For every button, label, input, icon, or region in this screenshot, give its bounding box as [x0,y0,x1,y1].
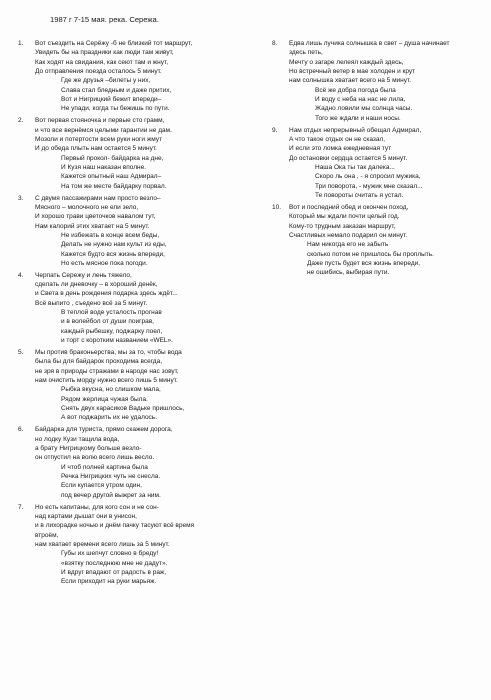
verse-line: Вот и последний обед и окончен поход, [289,203,409,211]
verse [18,425,246,500]
verse-line: В теплой воде усталость прогнав [61,309,162,317]
verse [18,348,246,423]
verse-number: 8. [272,40,278,47]
verse-line: Не упади, когда ты бежишь по пути. [61,105,170,113]
verse-number: 6. [18,426,24,434]
verse-line: и торт с коротким названием «WEL». [61,337,173,345]
verse-line: И чтоб полней картина была [61,463,148,471]
verse-line: И Кузя наш наказан вполне. [61,163,147,171]
verse [18,271,246,346]
verse-number: 9. [272,126,278,134]
verse-line: Как ходят на свидания, как сеют там и жнут, [35,58,169,66]
verse-line: Мечту о загаре лелеял каждый здесь, [289,58,404,66]
verse-line: Речка Нигрицких чуть не снесла. [61,472,161,480]
verse-line: сколько потом не пришлось бы проплыть. [307,250,434,258]
verse-line: И если это ломка ежедневная тут [289,145,392,153]
verse-line: Слава стал бледным и даже притих, [61,86,172,94]
verse-line: нам солнышка хватает всего на 5 минут. [289,77,412,85]
verse-number: 5. [18,349,24,356]
verse-number: 10. [272,203,282,211]
verse-line: нам хватает времени всего лишь за 5 минут. [35,540,170,548]
verse-line: Делать не нужно нам культ из еды, [61,241,167,249]
verse-line: Не избежать в конце всем беды, [61,231,160,239]
verse-line: Три поворота, - мужик мне сказал... [315,182,423,190]
verse-line: Того же ждали и наши носы. [315,114,401,122]
verse-line: Рядом жерлица чужая была. [61,395,148,403]
verse-line: и в волейбол от души поиграв, [61,318,154,326]
verse-line: втроём, [35,531,59,539]
verse-line: Байдарка для туриста, прямо скажем дорога, [35,426,173,434]
verse-line: До остановки сердца остается 5 минут. [289,154,408,162]
verse-line: На том же месте байдарку порвал. [61,182,167,190]
verse-line: И хорошо трави цветочков навалом тут, [35,213,156,221]
verse-line: он отпустил на волю всего лишь весло. [35,454,155,462]
verse-line: Кому-то трудным заказан маршрут, [289,222,396,230]
verse-line: но лодку Кузи тащила вода, [35,435,120,443]
verse-line: А вот поджарить их не удалось. [61,414,158,422]
verse [272,126,484,201]
verse-line: и что все вернёмся целыми гарантии не дам. [35,126,172,134]
verse-line: была бы для байдарок проходима всегда, [35,358,163,366]
verse-line: Увидеть бы на праздники как люди там живут, [35,49,174,57]
verse [18,194,246,269]
verse-line: Вот съездить на Серёжу -б не близкий тот маршрут, [35,40,193,47]
verse-line: не зря в природы стражами в народе нас зовут, [35,367,179,375]
verse-line: А что такое отдых он не сказал, [289,135,386,143]
verse-line: И воду с неба на нас не лила, [315,96,406,104]
verse-line: Первый прокол- байдарка на дне, [61,154,164,162]
verse-line: Даже пусть будет вся жизнь впереди, [307,259,421,267]
verse-line: Нам отдых непрерывный обещал Адмирал, [289,126,422,134]
verse-number: 2. [18,117,24,125]
verse-number: 7. [18,503,24,511]
verse [18,503,246,587]
verse-number: 1. [18,40,24,47]
verse-line: Нам никогда его не забыть [307,241,389,249]
verse-line: Наша Ока ты так далека... [315,163,395,171]
left-column [18,39,246,589]
verse-line: Жадно ловили мы солнца часы. [315,105,413,113]
verse [272,39,484,123]
verse-line: не ошибись, выбирая пути. [307,269,390,277]
verse-line: С двумя пассажирами нам просто везло– [35,194,161,202]
verse-line: каждый рыбешку, поджарку поел, [61,327,163,335]
verse-number: 3. [18,194,24,202]
verse-line: Где же друзья –билеты у них, [61,77,151,85]
verse-line: Мы против браконьерства, мы за то, чтобы вода [35,349,182,356]
verse-line: Нам калорий этих хватает на 5 минут. [35,222,150,230]
verse-number: 4. [18,271,24,279]
verse-line: и Света в день рождения подарка здесь ждёт... [35,290,178,298]
verse-line: Который мы ждали почти целый год. [289,213,400,221]
verse [18,116,246,191]
verse-line: Кажется опытный наш Адмирал– [61,173,162,181]
verse-line: До отправления поезда осталось 5 минут. [35,68,162,76]
verse-line: Всё же добра погода была [315,86,396,94]
verse-line: «взятку последнюю мне не дадут». [61,559,168,567]
verse-line: Кажется будто вся жизнь впереди, [61,250,165,258]
verse-line: Но есть мясное пока погоди. [61,259,148,267]
verse-line: под вечер другой выжрет за ним. [61,491,161,499]
verse-line: сделать ли дневочку – в хороший денёк, [35,281,158,289]
verse-line: Мозоли и потертости всем руки ноги жмут [35,135,162,143]
verse [18,39,246,114]
verse-line: Но встречный ветер в мае холоден и крут [289,68,416,76]
verse-line: Всё выпито , съедено всё за 5 минут. [35,299,148,307]
right-column [272,39,484,280]
verse-line: Мясного – молочного не ели зело, [35,203,139,211]
verse-line: нам очистить морду нужно всего лишь 5 минут. [35,377,178,385]
verse-line: Те повороты считать я устал. [315,192,404,199]
verse-line: И вдруг впадают от радость в раж, [61,568,167,576]
verse-line: Скоро ль она , - я спросил мужика, [315,173,421,181]
verse-line: Губы их шепчут словно в бреду! [61,550,159,558]
verse-line: Вот первая стояночка и первые сто грамм, [35,117,165,125]
verse-line: Если купается утром один, [61,482,142,490]
document-title: 1987 г 7-15 мая. река. Сережа. [50,15,159,24]
verse-line: и в лихорадке ночью и днём пачку тасуют всё время [35,522,195,530]
verse-line: Черпать Сережу и лень тяжело, [35,271,132,279]
verse-line: Снять двух карасиков Вадьке пришлось, [61,405,185,413]
verse-line: а брату Нигрицкому больше везло- [35,444,142,452]
verse-line: Если приходит на руки марьяж. [61,578,157,586]
verse-line: Счастливых немало подарил он минут. [289,231,408,239]
verse-line: Едва лишь лучика солнышка в свет – душа начинает [289,40,450,47]
verse-line: И до обеда плыть нам остается 5 минут. [35,145,157,153]
verse-line: над картами дышат они в унисон, [35,512,137,520]
verse-line: Но есть капитаны, для кого сон и не сон- [35,503,159,511]
verse-line: здесь петь, [289,49,323,57]
verse-line: Рыбка вкусна, но слишком мала, [61,386,161,394]
verse [272,203,484,278]
verse-line: Вот и Нигрицкий бежит впереди– [61,96,162,104]
